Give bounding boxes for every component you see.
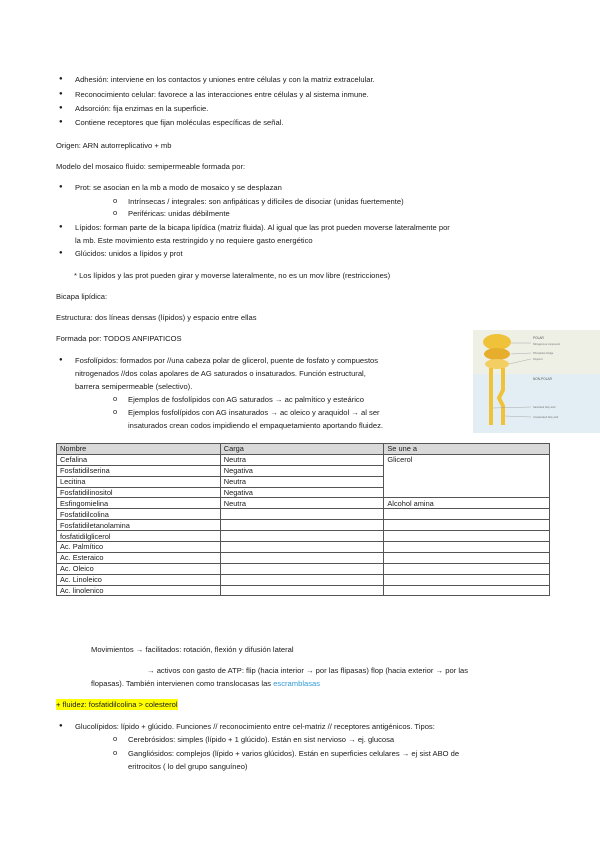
table-cell: Fosfatidilinositol bbox=[57, 487, 221, 498]
table-row bbox=[57, 454, 550, 465]
bullet-prot: ● Prot: se asocian en la mb a modo de mosaico y se desplazan bbox=[75, 182, 282, 193]
table-cell bbox=[384, 509, 550, 520]
table-cell bbox=[220, 585, 384, 596]
ejemplo-insaturados-line2: insaturados crean codos impidiendo el empaquetamiento aportando fluidez. bbox=[128, 421, 383, 430]
table-row bbox=[57, 531, 550, 542]
table-cell: Neutra bbox=[220, 454, 384, 465]
activos-line1: → activos con gasto de ATP: flip (hacia interior → por las flipasas) flop (hacia exterior → por las bbox=[147, 666, 469, 675]
diagram-label-nonpolar: NON-POLAR bbox=[533, 377, 552, 381]
table-cell: Negativa bbox=[220, 465, 384, 476]
note-line: * Los lípidos y las prot pueden girar y moverse lateralmente, no es un mov libre (restricciones) bbox=[74, 271, 391, 280]
table-cell: Ac. Esteraico bbox=[57, 552, 221, 563]
table-header-row bbox=[57, 444, 550, 455]
table-cell bbox=[220, 563, 384, 574]
model-title: Modelo del mosaico fluido: semipermeable formada por: bbox=[56, 162, 246, 171]
table-cell bbox=[220, 520, 384, 531]
bullet-fosfolipidos: ● Fosfolípidos: formados por //una cabeza polar de glicerol, puente de fosfato y compuestos bbox=[75, 355, 378, 366]
bicapa-title: Bicapa lipídica: bbox=[56, 292, 108, 301]
fosfo-line3: barrera semipermeable (selectivo). bbox=[75, 382, 193, 391]
lipid-table bbox=[56, 443, 550, 596]
origin-line: Origen: ARN autorreplicativo + mb bbox=[56, 141, 172, 150]
table-cell: Cefalina bbox=[57, 454, 221, 465]
fosfo-line2: nitrogenados //dos colas apolares de AG saturados o insaturados. Función estructural, bbox=[75, 369, 366, 378]
bullet-glucolipidos: ● Glucolípidos: lípido + glúcido. Funciones // reconocimiento entre cel-matriz // receptores antigénicos. Tipos: bbox=[75, 721, 435, 732]
estructura-line: Estructura: dos líneas densas (lípidos) y espacio entre ellas bbox=[56, 313, 257, 322]
diagram-label-polar: POLAR bbox=[533, 336, 544, 340]
table-cell: Ac. Linoleico bbox=[57, 574, 221, 585]
table-cell: fosfatidilglicerol bbox=[57, 531, 221, 542]
table-header-cell: Carga bbox=[220, 444, 384, 455]
table-cell: Lecitina bbox=[57, 476, 221, 487]
table-cell bbox=[384, 531, 550, 542]
diagram-label-glycerol: Glycerol bbox=[533, 358, 543, 361]
table-cell bbox=[220, 542, 384, 553]
table-row bbox=[57, 509, 550, 520]
table-cell: Alcohol amina bbox=[384, 498, 550, 509]
table-cell bbox=[220, 552, 384, 563]
fluidez-highlight: + fluidez: fosfatidilcolina > colesterol bbox=[56, 700, 178, 709]
sub-gangliosidos: o Gangliósidos: complejos (lípido + varios glúcidos). Están en superficies celulares → ej sist ABO de bbox=[128, 748, 459, 759]
table-cell: Neutra bbox=[220, 476, 384, 487]
table-header-cell: Nombre bbox=[57, 444, 221, 455]
sub-intrinsecas: o Intrínsecas / integrales: son anfipáticas y difíciles de disociar (unidas fuertemente) bbox=[128, 196, 404, 207]
table-row bbox=[57, 563, 550, 574]
table-row bbox=[57, 520, 550, 531]
lipidos-line2: la mb. Este movimiento esta restringido y no requiere gasto energético bbox=[75, 236, 313, 245]
table-row bbox=[57, 574, 550, 585]
table-cell: Fosfatidilserina bbox=[57, 465, 221, 476]
table-cell: Ac. Oleico bbox=[57, 563, 221, 574]
bullet-glucidos: ● Glúcidos: unidos a lípidos y prot bbox=[75, 248, 183, 259]
diagram-label-nitrogenous: Nitrogenous compound bbox=[533, 343, 560, 346]
table-row bbox=[57, 542, 550, 553]
table-cell bbox=[384, 574, 550, 585]
sub-ejemplo-insaturados: o Ejemplos fosfolípidos con AG insaturados → ac oleico y araquidol → al ser bbox=[128, 407, 380, 418]
diagram-label-saturated: Saturated fatty acid bbox=[533, 406, 556, 409]
diagram-label-phosphate: Phosphate bridge bbox=[533, 352, 554, 355]
table-cell bbox=[384, 585, 550, 596]
activos-line2-text: flopasas). También intervienen como translocasas las bbox=[91, 679, 274, 688]
table-cell: Glicerol bbox=[384, 454, 550, 498]
table-cell: Fosfatidilcolina bbox=[57, 509, 221, 520]
escramblasas-link[interactable]: escramblasas bbox=[273, 679, 321, 688]
table-header-cell: Se une a bbox=[384, 444, 550, 455]
sub-perifericas: o Periféricas: unidas débilmente bbox=[128, 208, 230, 219]
table-cell: Neutra bbox=[220, 498, 384, 509]
table-cell: Fosfatidiletanolamina bbox=[57, 520, 221, 531]
table-cell bbox=[384, 552, 550, 563]
table-cell bbox=[220, 509, 384, 520]
table-cell bbox=[384, 563, 550, 574]
gangliosidos-line2: eritrocitos ( lo del grupo sanguíneo) bbox=[128, 762, 248, 771]
table-cell bbox=[220, 531, 384, 542]
table-cell bbox=[220, 574, 384, 585]
phospholipid-diagram bbox=[473, 330, 600, 433]
table-row bbox=[57, 552, 550, 563]
sub-cerebrosidos: o Cerebrósidos: simples (lípido + 1 glúcido). Están en sist nervioso → ej. glucosa bbox=[128, 734, 394, 745]
table-cell: Esfingomielina bbox=[57, 498, 221, 509]
table-cell: Ac. linolenico bbox=[57, 585, 221, 596]
bullet-adsorcion: ● Adsorción: fija enzimas en la superficie. bbox=[75, 103, 208, 114]
activos-line2 bbox=[91, 678, 320, 689]
diagram-label-unsaturated: Unsaturated fatty acid bbox=[533, 416, 559, 419]
table-row bbox=[57, 498, 550, 509]
table-cell: Negativa bbox=[220, 487, 384, 498]
bullet-reconocimiento: ● Reconocimiento celular: favorece a las interacciones entre células y al sistema inmune. bbox=[75, 89, 369, 100]
bullet-receptores: ● Contiene receptores que fijan moléculas específicas de señal. bbox=[75, 117, 284, 128]
bullet-lipidos: ● Lípidos: forman parte de la bicapa lipídica (matriz fluida). Al igual que las prot pueden moverse lateralmente por bbox=[75, 222, 450, 233]
table-cell: Ac. Palmítico bbox=[57, 542, 221, 553]
bullet-adhesion: ● Adhesión: interviene en los contactos y uniones entre células y con la matriz extracelular. bbox=[75, 74, 375, 85]
sub-ejemplo-saturados: o Ejemplos de fosfolípidos con AG saturados → ac palmítico y esteárico bbox=[128, 394, 364, 405]
table-row bbox=[57, 585, 550, 596]
table-cell bbox=[384, 520, 550, 531]
table-cell bbox=[384, 542, 550, 553]
movimientos-line: Movimientos → facilitados: rotación, flexión y difusión lateral bbox=[91, 645, 294, 654]
formada-line: Formada por: TODOS ANFIPATICOS bbox=[56, 334, 182, 343]
